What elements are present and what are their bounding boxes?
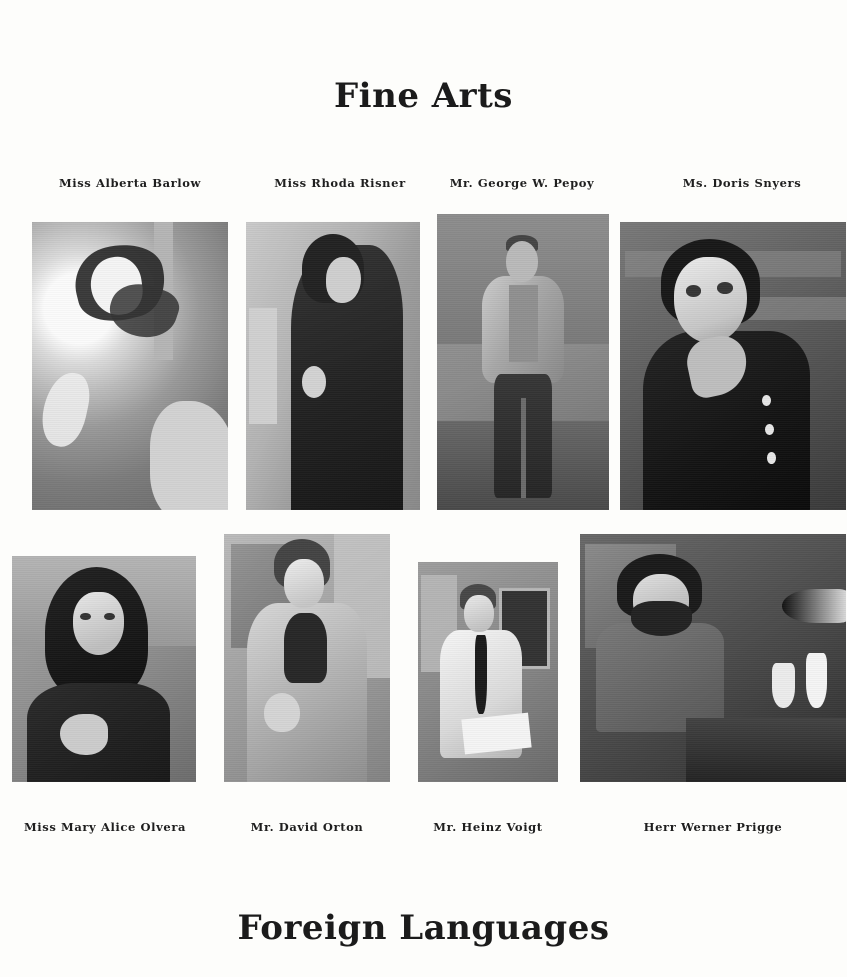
photo-shape xyxy=(631,601,692,636)
photo-caption-george-pepoy: Mr. George W. Pepoy xyxy=(449,176,595,190)
photo-shape xyxy=(674,257,746,343)
photo-shape xyxy=(60,714,108,755)
photo-mary-alice-olvera xyxy=(12,556,196,782)
photo-shape xyxy=(464,595,493,632)
section-title-fine-arts: Fine Arts xyxy=(334,76,513,116)
photo-caption-doris-snyers: Ms. Doris Snyers xyxy=(682,176,802,190)
photo-shape xyxy=(765,424,774,436)
photo-heinz-voigt xyxy=(418,562,558,782)
photo-shape xyxy=(284,613,327,682)
photo-shape xyxy=(461,713,531,755)
photo-shape xyxy=(686,718,846,782)
photo-caption-alberta-barlow: Miss Alberta Barlow xyxy=(58,176,202,190)
section-title-foreign-languages: Foreign Languages xyxy=(237,908,610,948)
photo-caption-mary-alice-olvera: Miss Mary Alice Olvera xyxy=(23,820,187,834)
photo-caption-rhoda-risner: Miss Rhoda Risner xyxy=(274,176,406,190)
photo-shape xyxy=(782,589,846,624)
photo-shape xyxy=(104,613,115,621)
photo-caption-heinz-voigt: Mr. Heinz Voigt xyxy=(433,820,543,834)
photo-alberta-barlow xyxy=(32,222,228,510)
photo-doris-snyers xyxy=(620,222,846,510)
photo-shape xyxy=(509,285,538,362)
photo-shape xyxy=(326,257,361,303)
photo-george-pepoy xyxy=(437,214,609,510)
photo-shape xyxy=(806,653,827,708)
photo-shape xyxy=(506,241,539,282)
photo-shape xyxy=(302,366,326,398)
photo-shape xyxy=(284,559,324,609)
photo-shape xyxy=(521,398,526,499)
photo-shape xyxy=(80,613,91,621)
photo-caption-david-orton: Mr. David Orton xyxy=(250,820,364,834)
photo-david-orton xyxy=(224,534,390,782)
photo-shape xyxy=(717,282,733,294)
photo-shape xyxy=(36,368,94,450)
photo-shape xyxy=(249,308,277,423)
photo-shape xyxy=(264,693,301,733)
photo-werner-prigge xyxy=(580,534,846,782)
photo-shape xyxy=(596,623,724,732)
photo-caption-werner-prigge: Herr Werner Prigge xyxy=(643,820,783,834)
photo-shape xyxy=(767,452,776,464)
photo-shape xyxy=(686,285,702,297)
photo-shape xyxy=(150,401,228,510)
photo-shape xyxy=(772,663,796,708)
photo-rhoda-risner xyxy=(246,222,420,510)
photo-shape xyxy=(475,635,486,714)
